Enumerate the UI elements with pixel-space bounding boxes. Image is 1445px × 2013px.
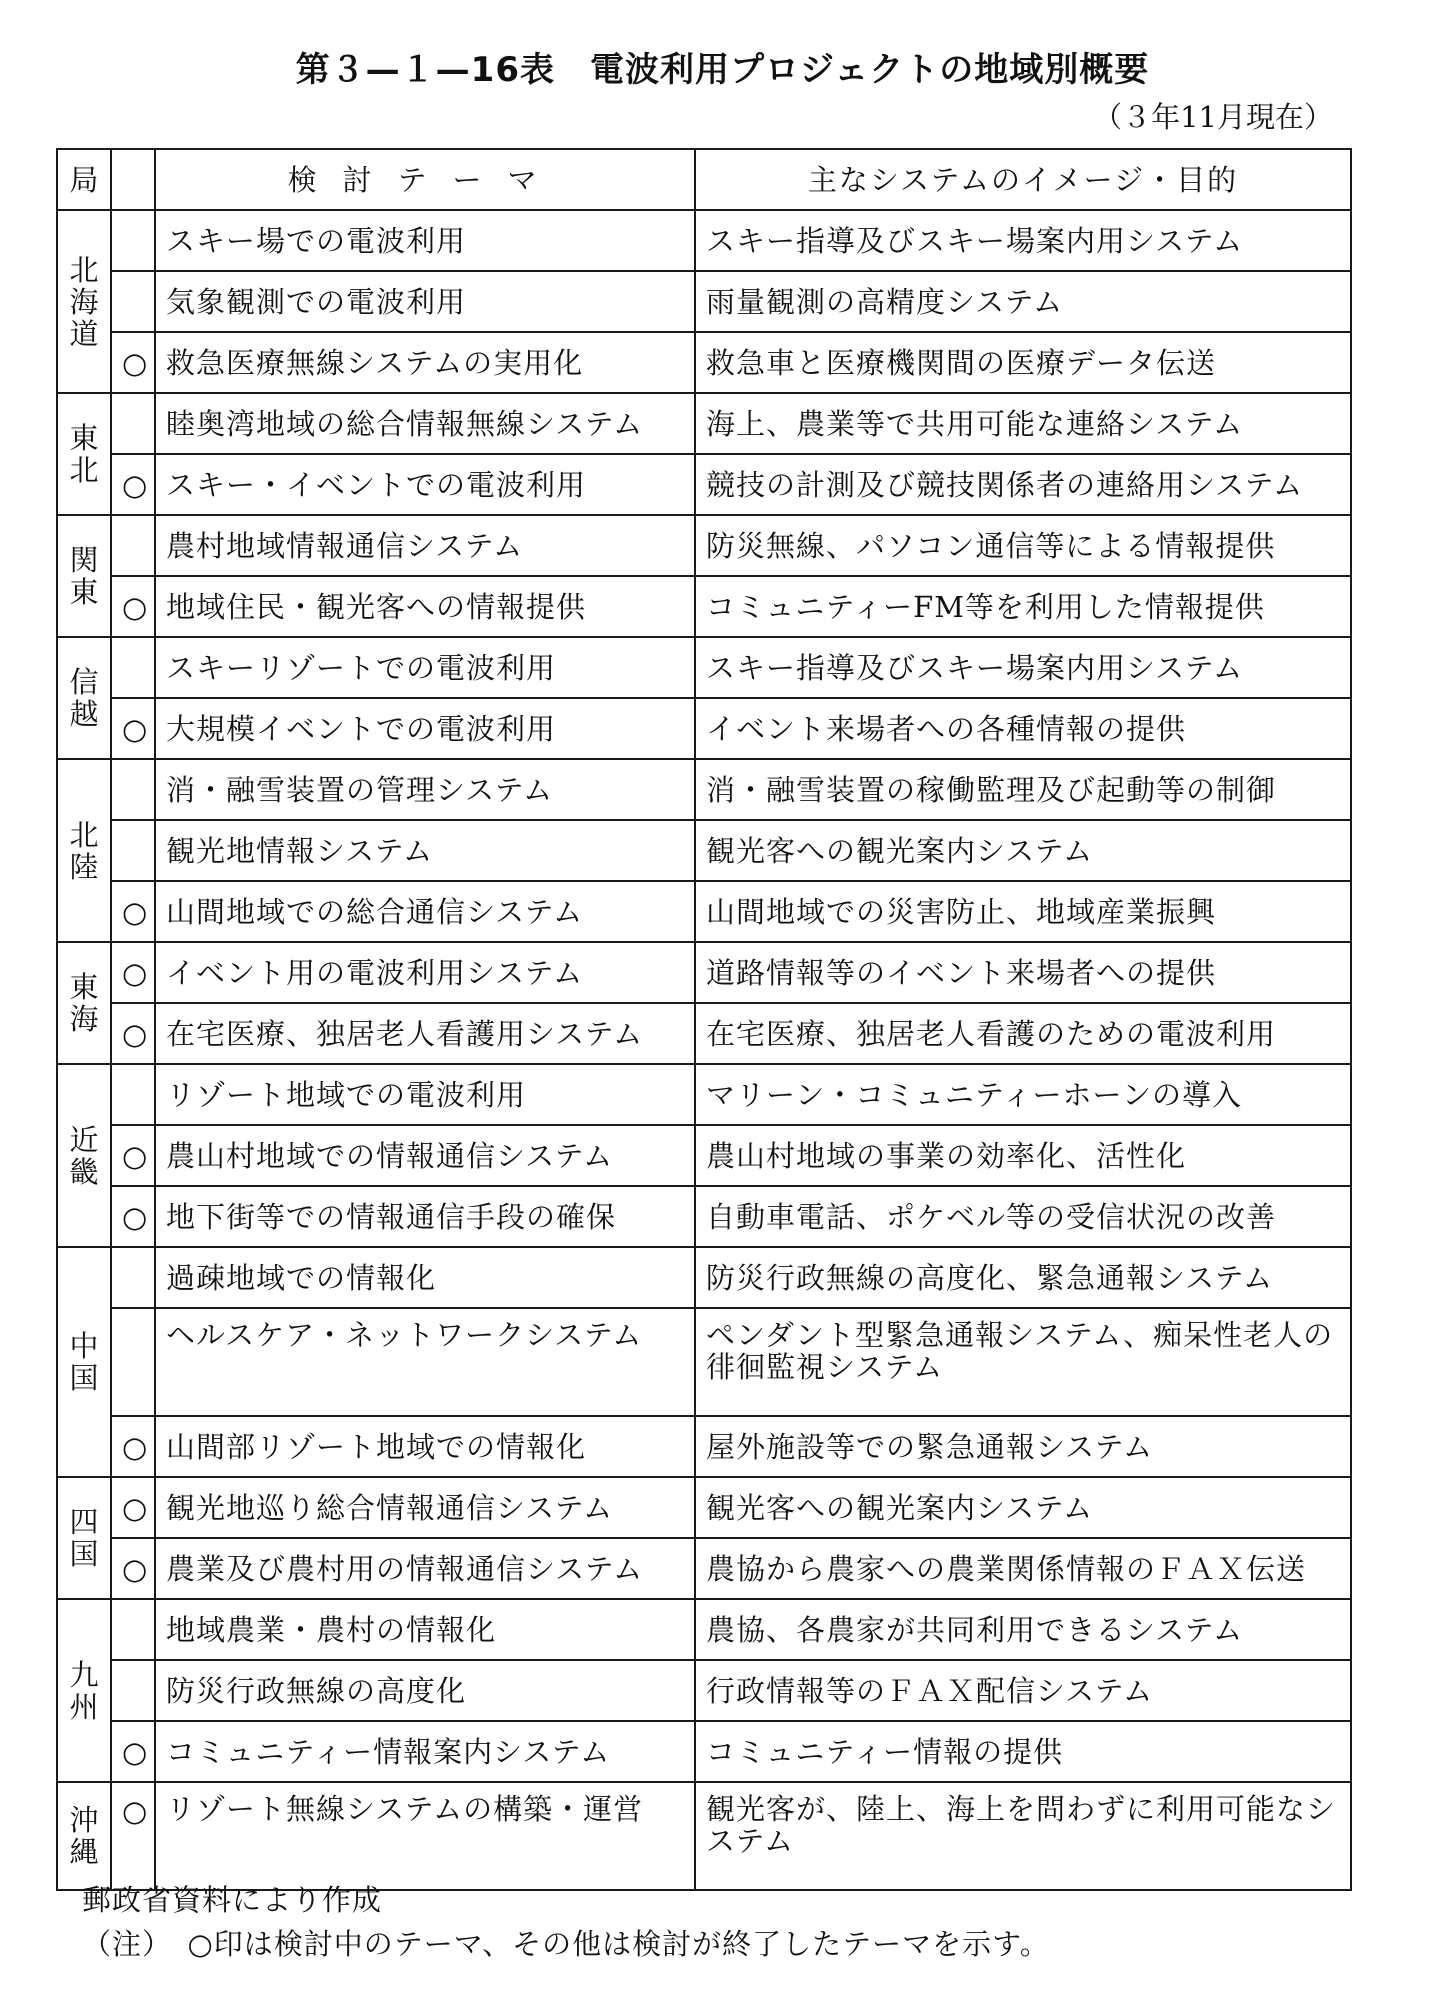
table-row	[57, 515, 1351, 576]
image-cell: コミュニティーFM等を利用した情報提供	[695, 576, 1351, 637]
image-cell: 競技の計測及び競技関係者の連絡用システム	[695, 454, 1351, 515]
mark-cell	[111, 1599, 155, 1660]
table-row	[57, 1003, 1351, 1064]
table-row	[57, 1538, 1351, 1599]
table-row	[57, 210, 1351, 271]
table-body	[57, 210, 1351, 1890]
theme-cell: 防災行政無線の高度化	[155, 1660, 695, 1721]
theme-cell: スキーリゾートでの電波利用	[155, 637, 695, 698]
image-cell: 海上、農業等で共用可能な連絡システム	[695, 393, 1351, 454]
image-cell: スキー指導及びスキー場案内用システム	[695, 210, 1351, 271]
theme-cell: 救急医療無線システムの実用化	[155, 332, 695, 393]
image-cell: スキー指導及びスキー場案内用システム	[695, 637, 1351, 698]
mark-cell	[111, 759, 155, 820]
image-cell: 農協から農家への農業関係情報のＦＡＸ伝送	[695, 1538, 1351, 1599]
region-cell: 中 国	[57, 1247, 111, 1477]
mark-cell	[111, 271, 155, 332]
image-cell: 自動車電話、ポケベル等の受信状況の改善	[695, 1186, 1351, 1247]
table-row	[57, 271, 1351, 332]
mark-cell: ○	[111, 1416, 155, 1477]
image-cell: 屋外施設等での緊急通報システム	[695, 1416, 1351, 1477]
region-cell: 東 北	[57, 393, 111, 515]
theme-cell: 山間部リゾート地域での情報化	[155, 1416, 695, 1477]
theme-cell: 観光地巡り総合情報通信システム	[155, 1477, 695, 1538]
table-row	[57, 1064, 1351, 1125]
table-row	[57, 637, 1351, 698]
theme-cell: スキー場での電波利用	[155, 210, 695, 271]
theme-cell: スキー・イベントでの電波利用	[155, 454, 695, 515]
header-row	[57, 149, 1351, 210]
image-cell: 農協、各農家が共同利用できるシステム	[695, 1599, 1351, 1660]
mark-cell: ○	[111, 942, 155, 1003]
theme-cell: 地域農業・農村の情報化	[155, 1599, 695, 1660]
table-row	[57, 820, 1351, 881]
mark-cell: ○	[111, 1477, 155, 1538]
mark-cell	[111, 1247, 155, 1308]
theme-cell: コミュニティー情報案内システム	[155, 1721, 695, 1782]
mark-cell: ○	[111, 1003, 155, 1064]
theme-cell: 気象観測での電波利用	[155, 271, 695, 332]
theme-cell: 消・融雪装置の管理システム	[155, 759, 695, 820]
table-row	[57, 393, 1351, 454]
theme-cell: 農業及び農村用の情報通信システム	[155, 1538, 695, 1599]
image-cell: マリーン・コミュニティーホーンの導入	[695, 1064, 1351, 1125]
as-of-date: （３年11月現在）	[1093, 100, 1333, 134]
table-row	[57, 1660, 1351, 1721]
region-cell: 北 海 道	[57, 210, 111, 393]
image-cell: イベント来場者への各種情報の提供	[695, 698, 1351, 759]
image-cell: 観光客への観光案内システム	[695, 820, 1351, 881]
region-cell: 九 州	[57, 1599, 111, 1782]
theme-cell: 農山村地域での情報通信システム	[155, 1125, 695, 1186]
theme-cell: 山間地域での総合通信システム	[155, 881, 695, 942]
table-row	[57, 1477, 1351, 1538]
mark-cell: ○	[111, 1186, 155, 1247]
region-cell: 四 国	[57, 1477, 111, 1599]
theme-cell: 在宅医療、独居老人看護用システム	[155, 1003, 695, 1064]
table-row	[57, 1308, 1351, 1416]
table-row	[57, 1125, 1351, 1186]
theme-cell: ヘルスケア・ネットワークシステム	[155, 1308, 695, 1416]
mark-cell	[111, 393, 155, 454]
theme-cell: リゾート無線システムの構築・運営	[155, 1782, 695, 1890]
theme-cell: 過疎地域での情報化	[155, 1247, 695, 1308]
image-header: 主なシステムのイメージ・目的	[695, 149, 1351, 210]
table-row	[57, 759, 1351, 820]
region-cell: 北 陸	[57, 759, 111, 942]
table-row	[57, 1186, 1351, 1247]
image-cell: 観光客が、陸上、海上を問わずに利用可能なシステム	[695, 1782, 1351, 1890]
mark-cell	[111, 1064, 155, 1125]
mark-cell: ○	[111, 576, 155, 637]
mark-cell: ○	[111, 332, 155, 393]
region-cell: 東 海	[57, 942, 111, 1064]
region-cell: 近 畿	[57, 1064, 111, 1247]
image-cell: 道路情報等のイベント来場者への提供	[695, 942, 1351, 1003]
image-cell: 消・融雪装置の稼働監理及び起動等の制御	[695, 759, 1351, 820]
theme-cell: 観光地情報システム	[155, 820, 695, 881]
image-cell: 在宅医療、独居老人看護のための電波利用	[695, 1003, 1351, 1064]
regional-projects-table	[56, 148, 1352, 1891]
image-cell: 防災無線、パソコン通信等による情報提供	[695, 515, 1351, 576]
mark-cell: ○	[111, 881, 155, 942]
region-cell: 関 東	[57, 515, 111, 637]
region-cell: 沖 縄	[57, 1782, 111, 1890]
mark-cell	[111, 1660, 155, 1721]
table-row	[57, 698, 1351, 759]
table-row	[57, 1599, 1351, 1660]
source-note: 郵政省資料により作成	[82, 1883, 383, 1917]
image-cell: 農山村地域の事業の効率化、活性化	[695, 1125, 1351, 1186]
mark-cell: ○	[111, 454, 155, 515]
image-cell: 行政情報等のＦＡＸ配信システム	[695, 1660, 1351, 1721]
table-title: 第３—１—16表 電波利用プロジェクトの地域別概要	[295, 50, 1150, 90]
mark-cell	[111, 515, 155, 576]
image-cell: 防災行政無線の高度化、緊急通報システム	[695, 1247, 1351, 1308]
table-row	[57, 1782, 1351, 1890]
theme-cell: 大規模イベントでの電波利用	[155, 698, 695, 759]
table-row	[57, 1416, 1351, 1477]
image-cell: コミュニティー情報の提供	[695, 1721, 1351, 1782]
theme-cell: 地域住民・観光客への情報提供	[155, 576, 695, 637]
theme-cell: 地下街等での情報通信手段の確保	[155, 1186, 695, 1247]
mark-cell: ○	[111, 1125, 155, 1186]
footnote: （注） ○印は検討中のテーマ、その他は検討が終了したテーマを示す。	[82, 1927, 1050, 1961]
theme-header: 検討テーマ	[155, 149, 695, 210]
mark-cell: ○	[111, 1538, 155, 1599]
image-cell: 山間地域での災害防止、地域産業振興	[695, 881, 1351, 942]
region-header: 局	[57, 149, 111, 210]
table-row	[57, 454, 1351, 515]
theme-cell: リゾート地域での電波利用	[155, 1064, 695, 1125]
mark-cell: ○	[111, 698, 155, 759]
mark-cell	[111, 210, 155, 271]
image-cell: 救急車と医療機関間の医療データ伝送	[695, 332, 1351, 393]
theme-cell: 農村地域情報通信システム	[155, 515, 695, 576]
table-row	[57, 1247, 1351, 1308]
image-cell: ペンダント型緊急通報システム、痴呆性老人の徘徊監視システム	[695, 1308, 1351, 1416]
mark-cell	[111, 1308, 155, 1416]
image-cell: 雨量観測の高精度システム	[695, 271, 1351, 332]
table-row	[57, 576, 1351, 637]
region-cell: 信 越	[57, 637, 111, 759]
table-row	[57, 1721, 1351, 1782]
image-cell: 観光客への観光案内システム	[695, 1477, 1351, 1538]
mark-cell: ○	[111, 1721, 155, 1782]
mark-header	[111, 149, 155, 210]
theme-cell: イベント用の電波利用システム	[155, 942, 695, 1003]
table-row	[57, 332, 1351, 393]
theme-cell: 睦奥湾地域の総合情報無線システム	[155, 393, 695, 454]
mark-cell	[111, 820, 155, 881]
mark-cell: ○	[111, 1782, 155, 1890]
table-row	[57, 881, 1351, 942]
mark-cell	[111, 637, 155, 698]
table-row	[57, 942, 1351, 1003]
